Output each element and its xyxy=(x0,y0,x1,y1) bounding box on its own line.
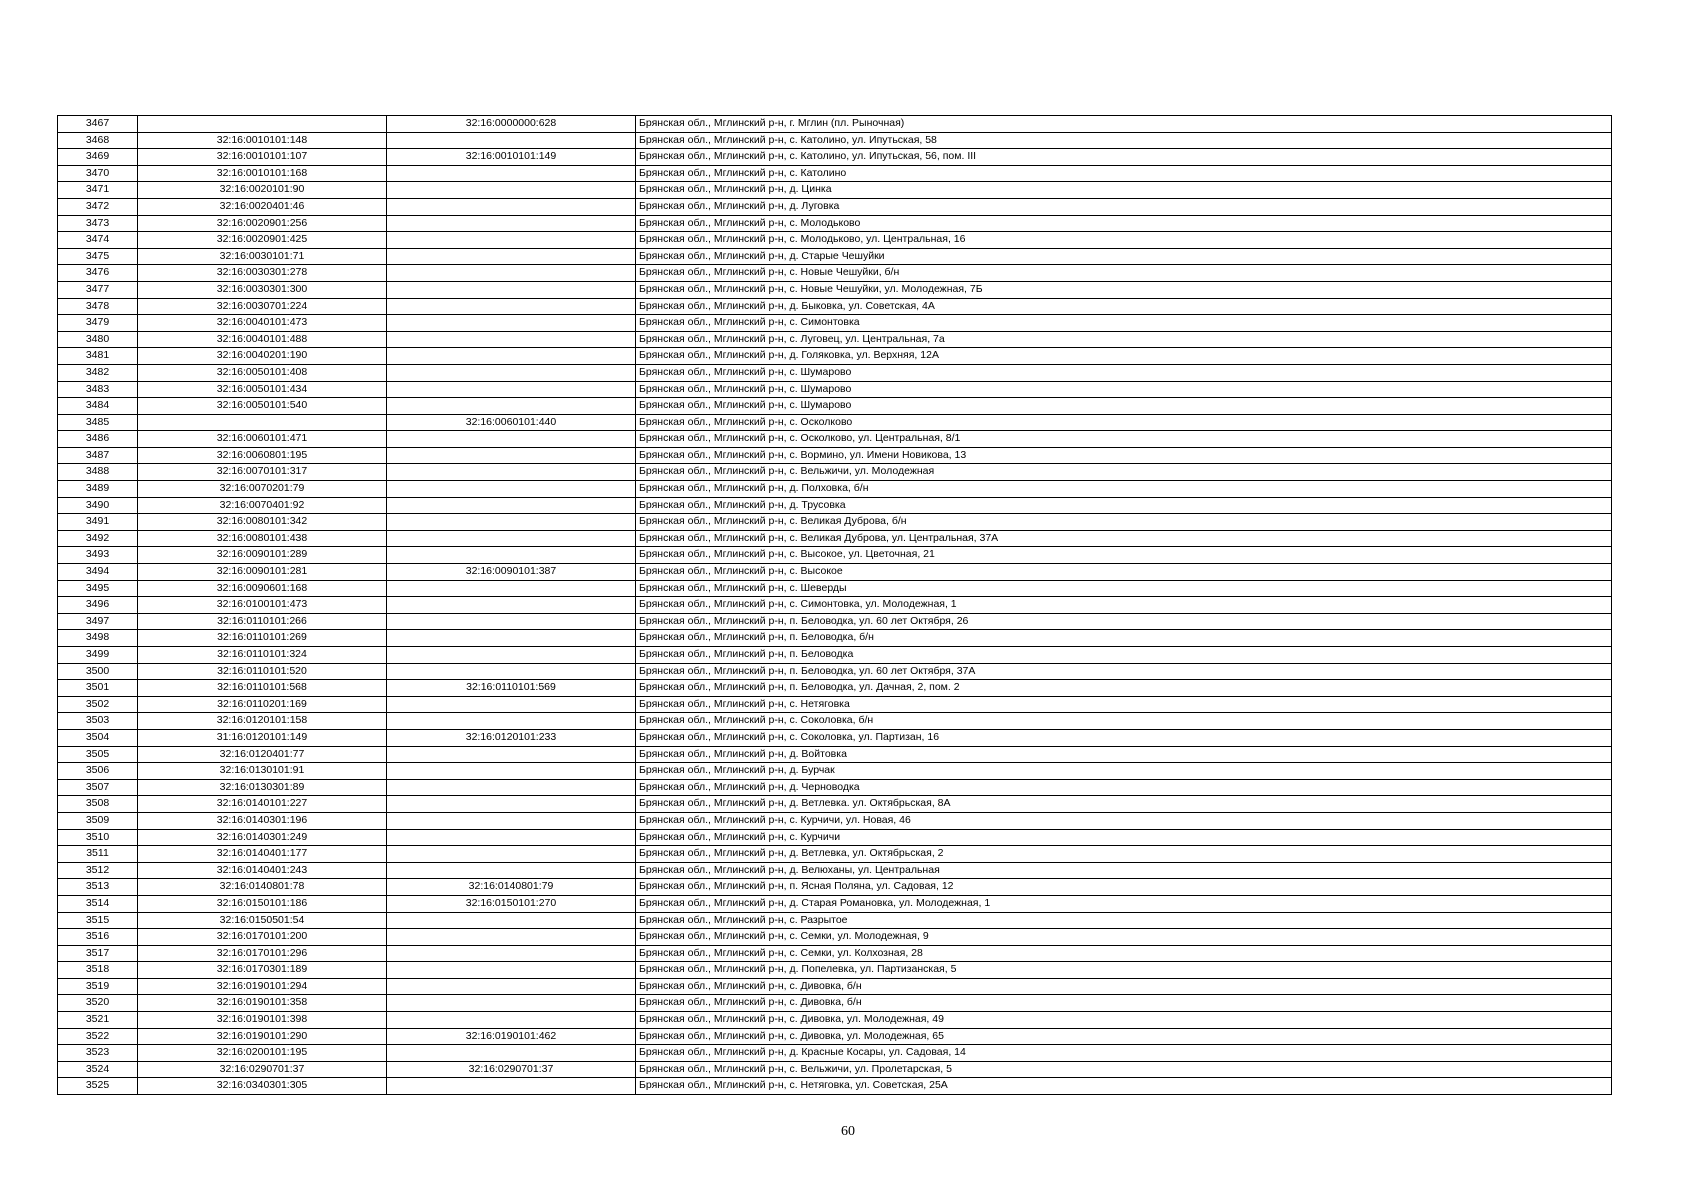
table-row xyxy=(58,447,1612,464)
cadastral-number-1-cell: 32:16:0110101:269 xyxy=(138,630,387,647)
address-cell: Брянская обл., Мглинский р-н, с. Высокое, ул. Цветочная, 21 xyxy=(636,547,1612,564)
cadastral-number-1-cell: 32:16:0290701:37 xyxy=(138,1061,387,1078)
table-row xyxy=(58,995,1612,1012)
cadastral-number-2-cell xyxy=(387,281,636,298)
address-cell: Брянская обл., Мглинский р-н, д. Черноводка xyxy=(636,779,1612,796)
cadastral-number-2-cell xyxy=(387,364,636,381)
table-row xyxy=(58,116,1612,133)
cadastral-number-2-cell: 32:16:0140801:79 xyxy=(387,879,636,896)
table-row xyxy=(58,713,1612,730)
cadastral-number-1-cell: 32:16:0100101:473 xyxy=(138,597,387,614)
table-row xyxy=(58,680,1612,697)
cadastral-number-1-cell: 32:16:0030301:300 xyxy=(138,281,387,298)
cadastral-number-2-cell xyxy=(387,945,636,962)
row-number-cell: 3493 xyxy=(58,547,138,564)
row-number-cell: 3507 xyxy=(58,779,138,796)
address-cell: Брянская обл., Мглинский р-н, с. Шумарово xyxy=(636,381,1612,398)
table-row xyxy=(58,962,1612,979)
table-row xyxy=(58,198,1612,215)
cadastral-number-2-cell xyxy=(387,630,636,647)
cadastral-number-1-cell: 32:16:0170101:200 xyxy=(138,929,387,946)
address-cell: Брянская обл., Мглинский р-н, с. Новые Чешуйки, ул. Молодежная, 7Б xyxy=(636,281,1612,298)
cadastral-number-1-cell: 32:16:0050101:540 xyxy=(138,398,387,415)
cadastral-number-1-cell: 32:16:0190101:398 xyxy=(138,1012,387,1029)
cadastral-number-2-cell xyxy=(387,348,636,365)
cadastral-number-2-cell xyxy=(387,248,636,265)
address-cell: Брянская обл., Мглинский р-н, с. Разрытое xyxy=(636,912,1612,929)
cadastral-number-2-cell xyxy=(387,746,636,763)
address-cell: Брянская обл., Мглинский р-н, д. Ветлевка, ул. Октябрьская, 2 xyxy=(636,846,1612,863)
table-row xyxy=(58,696,1612,713)
row-number-cell: 3508 xyxy=(58,796,138,813)
cadastral-number-2-cell xyxy=(387,647,636,664)
row-number-cell: 3512 xyxy=(58,862,138,879)
address-cell: Брянская обл., Мглинский р-н, с. Луговец, ул. Центральная, 7а xyxy=(636,331,1612,348)
table-row xyxy=(58,1012,1612,1029)
cadastral-number-2-cell xyxy=(387,481,636,498)
cadastral-number-1-cell: 32:16:0010101:107 xyxy=(138,149,387,166)
cadastral-number-2-cell xyxy=(387,663,636,680)
cadastral-number-2-cell: 32:16:0110101:569 xyxy=(387,680,636,697)
table-row xyxy=(58,779,1612,796)
address-cell: Брянская обл., Мглинский р-н, с. Шумарово xyxy=(636,398,1612,415)
cadastral-number-2-cell xyxy=(387,613,636,630)
table-row xyxy=(58,165,1612,182)
row-number-cell: 3480 xyxy=(58,331,138,348)
cadastral-number-1-cell: 32:16:0150501:54 xyxy=(138,912,387,929)
address-cell: Брянская обл., Мглинский р-н, с. Дивовка, б/н xyxy=(636,978,1612,995)
table-row xyxy=(58,729,1612,746)
cadastral-number-2-cell xyxy=(387,447,636,464)
cadastral-number-1-cell: 32:16:0030301:278 xyxy=(138,265,387,282)
cadastral-number-1-cell: 31:16:0120101:149 xyxy=(138,729,387,746)
cadastral-number-1-cell: 32:16:0010101:168 xyxy=(138,165,387,182)
registry-table xyxy=(57,115,1612,1095)
address-cell: Брянская обл., Мглинский р-н, с. Вельжичи, ул. Молодежная xyxy=(636,464,1612,481)
table-row xyxy=(58,381,1612,398)
row-number-cell: 3489 xyxy=(58,481,138,498)
address-cell: Брянская обл., Мглинский р-н, д. Красные Косары, ул. Садовая, 14 xyxy=(636,1045,1612,1062)
row-number-cell: 3520 xyxy=(58,995,138,1012)
address-cell: Брянская обл., Мглинский р-н, с. Великая Дуброва, ул. Центральная, 37А xyxy=(636,530,1612,547)
cadastral-number-2-cell xyxy=(387,547,636,564)
cadastral-number-1-cell: 32:16:0170101:296 xyxy=(138,945,387,962)
table-row xyxy=(58,1045,1612,1062)
cadastral-number-2-cell xyxy=(387,381,636,398)
cadastral-number-1-cell: 32:16:0140301:249 xyxy=(138,829,387,846)
cadastral-number-2-cell xyxy=(387,232,636,249)
table-row xyxy=(58,879,1612,896)
address-cell: Брянская обл., Мглинский р-н, с. Соколовка, ул. Партизан, 16 xyxy=(636,729,1612,746)
row-number-cell: 3474 xyxy=(58,232,138,249)
cadastral-number-2-cell: 32:16:0060101:440 xyxy=(387,414,636,431)
address-cell: Брянская обл., Мглинский р-н, с. Семки, ул. Колхозная, 28 xyxy=(636,945,1612,962)
row-number-cell: 3488 xyxy=(58,464,138,481)
cadastral-number-1-cell: 32:16:0190101:290 xyxy=(138,1028,387,1045)
row-number-cell: 3525 xyxy=(58,1078,138,1095)
cadastral-number-2-cell xyxy=(387,331,636,348)
table-row xyxy=(58,630,1612,647)
address-cell: Брянская обл., Мглинский р-н, п. Беловодка, ул. 60 лет Октября, 26 xyxy=(636,613,1612,630)
cadastral-number-1-cell: 32:16:0030101:71 xyxy=(138,248,387,265)
cadastral-number-1-cell: 32:16:0090101:289 xyxy=(138,547,387,564)
cadastral-number-2-cell xyxy=(387,713,636,730)
address-cell: Брянская обл., Мглинский р-н, с. Симонтовка, ул. Молодежная, 1 xyxy=(636,597,1612,614)
cadastral-number-2-cell xyxy=(387,464,636,481)
cadastral-number-1-cell: 32:16:0130101:91 xyxy=(138,763,387,780)
cadastral-number-2-cell xyxy=(387,1078,636,1095)
address-cell: Брянская обл., Мглинский р-н, с. Симонтовка xyxy=(636,315,1612,332)
row-number-cell: 3490 xyxy=(58,497,138,514)
address-cell: Брянская обл., Мглинский р-н, д. Цинка xyxy=(636,182,1612,199)
cadastral-number-2-cell: 32:16:0150101:270 xyxy=(387,895,636,912)
row-number-cell: 3523 xyxy=(58,1045,138,1062)
cadastral-number-2-cell xyxy=(387,796,636,813)
cadastral-number-1-cell: 32:16:0050101:408 xyxy=(138,364,387,381)
table-row xyxy=(58,812,1612,829)
cadastral-number-2-cell xyxy=(387,431,636,448)
address-cell: Брянская обл., Мглинский р-н, с. Высокое xyxy=(636,564,1612,581)
cadastral-number-2-cell xyxy=(387,862,636,879)
table-row xyxy=(58,281,1612,298)
address-cell: Брянская обл., Мглинский р-н, д. Старые Чешуйки xyxy=(636,248,1612,265)
row-number-cell: 3477 xyxy=(58,281,138,298)
table-row xyxy=(58,862,1612,879)
cadastral-number-1-cell: 32:16:0040101:488 xyxy=(138,331,387,348)
address-cell: Брянская обл., Мглинский р-н, с. Нетяговка xyxy=(636,696,1612,713)
cadastral-number-1-cell xyxy=(138,116,387,133)
cadastral-number-1-cell: 32:16:0140301:196 xyxy=(138,812,387,829)
cadastral-number-1-cell: 32:16:0120101:158 xyxy=(138,713,387,730)
address-cell: Брянская обл., Мглинский р-н, д. Трусовка xyxy=(636,497,1612,514)
cadastral-number-1-cell: 32:16:0200101:195 xyxy=(138,1045,387,1062)
cadastral-number-2-cell: 32:16:0000000:628 xyxy=(387,116,636,133)
address-cell: Брянская обл., Мглинский р-н, с. Католино xyxy=(636,165,1612,182)
row-number-cell: 3469 xyxy=(58,149,138,166)
address-cell: Брянская обл., Мглинский р-н, д. Велюханы, ул. Центральная xyxy=(636,862,1612,879)
table-row xyxy=(58,796,1612,813)
address-cell: Брянская обл., Мглинский р-н, п. Беловодка, ул. 60 лет Октября, 37А xyxy=(636,663,1612,680)
cadastral-number-1-cell: 32:16:0130301:89 xyxy=(138,779,387,796)
address-cell: Брянская обл., Мглинский р-н, с. Великая Дуброва, б/н xyxy=(636,514,1612,531)
cadastral-number-2-cell: 32:16:0010101:149 xyxy=(387,149,636,166)
address-cell: Брянская обл., Мглинский р-н, п. Ясная Поляна, ул. Садовая, 12 xyxy=(636,879,1612,896)
table-row xyxy=(58,530,1612,547)
cadastral-number-2-cell xyxy=(387,182,636,199)
table-row xyxy=(58,663,1612,680)
cadastral-number-1-cell: 32:16:0110101:324 xyxy=(138,647,387,664)
row-number-cell: 3481 xyxy=(58,348,138,365)
cadastral-number-2-cell xyxy=(387,315,636,332)
table-row xyxy=(58,1078,1612,1095)
address-cell: Брянская обл., Мглинский р-н, д. Быковка, ул. Советская, 4А xyxy=(636,298,1612,315)
cadastral-number-2-cell xyxy=(387,962,636,979)
row-number-cell: 3498 xyxy=(58,630,138,647)
table-row xyxy=(58,348,1612,365)
row-number-cell: 3478 xyxy=(58,298,138,315)
address-cell: Брянская обл., Мглинский р-н, д. Полховка, б/н xyxy=(636,481,1612,498)
row-number-cell: 3499 xyxy=(58,647,138,664)
address-cell: Брянская обл., Мглинский р-н, с. Молодьково xyxy=(636,215,1612,232)
cadastral-number-2-cell xyxy=(387,132,636,149)
table-row xyxy=(58,978,1612,995)
row-number-cell: 3482 xyxy=(58,364,138,381)
row-number-cell: 3503 xyxy=(58,713,138,730)
row-number-cell: 3506 xyxy=(58,763,138,780)
cadastral-number-2-cell xyxy=(387,198,636,215)
address-cell: Брянская обл., Мглинский р-н, д. Старая Романовка, ул. Молодежная, 1 xyxy=(636,895,1612,912)
row-number-cell: 3475 xyxy=(58,248,138,265)
address-cell: Брянская обл., Мглинский р-н, с. Нетяговка, ул. Советская, 25А xyxy=(636,1078,1612,1095)
cadastral-number-1-cell: 32:16:0120401:77 xyxy=(138,746,387,763)
cadastral-number-1-cell: 32:16:0070201:79 xyxy=(138,481,387,498)
address-cell: Брянская обл., Мглинский р-н, д. Ветлевка. ул. Октябрьская, 8А xyxy=(636,796,1612,813)
cadastral-number-2-cell: 32:16:0290701:37 xyxy=(387,1061,636,1078)
row-number-cell: 3504 xyxy=(58,729,138,746)
address-cell: Брянская обл., Мглинский р-н, с. Новые Чешуйки, б/н xyxy=(636,265,1612,282)
row-number-cell: 3491 xyxy=(58,514,138,531)
cadastral-number-1-cell: 32:16:0140401:177 xyxy=(138,846,387,863)
cadastral-number-2-cell xyxy=(387,165,636,182)
cadastral-number-1-cell: 32:16:0060801:195 xyxy=(138,447,387,464)
table-row xyxy=(58,182,1612,199)
row-number-cell: 3510 xyxy=(58,829,138,846)
cadastral-number-2-cell xyxy=(387,497,636,514)
row-number-cell: 3522 xyxy=(58,1028,138,1045)
row-number-cell: 3473 xyxy=(58,215,138,232)
cadastral-number-2-cell xyxy=(387,597,636,614)
row-number-cell: 3509 xyxy=(58,812,138,829)
address-cell: Брянская обл., Мглинский р-н, с. Соколовка, б/н xyxy=(636,713,1612,730)
cadastral-number-1-cell: 32:16:0170301:189 xyxy=(138,962,387,979)
cadastral-number-1-cell: 32:16:0190101:358 xyxy=(138,995,387,1012)
cadastral-number-1-cell: 32:16:0040101:473 xyxy=(138,315,387,332)
cadastral-number-1-cell: 32:16:0080101:438 xyxy=(138,530,387,547)
address-cell: Брянская обл., Мглинский р-н, с. Дивовка, ул. Молодежная, 49 xyxy=(636,1012,1612,1029)
row-number-cell: 3496 xyxy=(58,597,138,614)
address-cell: Брянская обл., Мглинский р-н, с. Вельжичи, ул. Пролетарская, 5 xyxy=(636,1061,1612,1078)
cadastral-number-1-cell: 32:16:0020901:425 xyxy=(138,232,387,249)
cadastral-number-2-cell xyxy=(387,846,636,863)
cadastral-number-1-cell: 32:16:0070401:92 xyxy=(138,497,387,514)
table-row xyxy=(58,331,1612,348)
row-number-cell: 3505 xyxy=(58,746,138,763)
cadastral-number-1-cell: 32:16:0020401:46 xyxy=(138,198,387,215)
address-cell: Брянская обл., Мглинский р-н, д. Войтовка xyxy=(636,746,1612,763)
row-number-cell: 3479 xyxy=(58,315,138,332)
table-row xyxy=(58,149,1612,166)
table-row xyxy=(58,564,1612,581)
row-number-cell: 3484 xyxy=(58,398,138,415)
table-row xyxy=(58,431,1612,448)
address-cell: Брянская обл., Мглинский р-н, с. Шумарово xyxy=(636,364,1612,381)
cadastral-number-1-cell: 32:16:0090101:281 xyxy=(138,564,387,581)
table-row xyxy=(58,414,1612,431)
row-number-cell: 3495 xyxy=(58,580,138,597)
cadastral-number-1-cell: 32:16:0080101:342 xyxy=(138,514,387,531)
table-row xyxy=(58,945,1612,962)
table-row xyxy=(58,265,1612,282)
table-row xyxy=(58,763,1612,780)
cadastral-number-1-cell: 32:16:0140401:243 xyxy=(138,862,387,879)
address-cell: Брянская обл., Мглинский р-н, с. Осколково, ул. Центральная, 8/1 xyxy=(636,431,1612,448)
row-number-cell: 3502 xyxy=(58,696,138,713)
row-number-cell: 3485 xyxy=(58,414,138,431)
row-number-cell: 3486 xyxy=(58,431,138,448)
table-row xyxy=(58,929,1612,946)
cadastral-number-2-cell: 32:16:0120101:233 xyxy=(387,729,636,746)
address-cell: Брянская обл., Мглинский р-н, п. Беловодка, б/н xyxy=(636,630,1612,647)
row-number-cell: 3514 xyxy=(58,895,138,912)
row-number-cell: 3500 xyxy=(58,663,138,680)
table-row xyxy=(58,829,1612,846)
table-row xyxy=(58,613,1612,630)
cadastral-number-2-cell xyxy=(387,995,636,1012)
cadastral-number-2-cell: 32:16:0090101:387 xyxy=(387,564,636,581)
address-cell: Брянская обл., Мглинский р-н, с. Молодьково, ул. Центральная, 16 xyxy=(636,232,1612,249)
cadastral-number-1-cell: 32:16:0110201:169 xyxy=(138,696,387,713)
table-row xyxy=(58,514,1612,531)
cadastral-number-2-cell xyxy=(387,215,636,232)
cadastral-number-2-cell xyxy=(387,265,636,282)
row-number-cell: 3521 xyxy=(58,1012,138,1029)
address-cell: Брянская обл., Мглинский р-н, д. Голяковка, ул. Верхняя, 12А xyxy=(636,348,1612,365)
row-number-cell: 3483 xyxy=(58,381,138,398)
cadastral-number-2-cell xyxy=(387,812,636,829)
table-row xyxy=(58,597,1612,614)
row-number-cell: 3497 xyxy=(58,613,138,630)
cadastral-number-1-cell: 32:16:0030701:224 xyxy=(138,298,387,315)
cadastral-number-1-cell: 32:16:0150101:186 xyxy=(138,895,387,912)
cadastral-number-1-cell: 32:16:0140101:227 xyxy=(138,796,387,813)
cadastral-number-2-cell xyxy=(387,1045,636,1062)
address-cell: Брянская обл., Мглинский р-н, с. Осколково xyxy=(636,414,1612,431)
registry-table-body xyxy=(58,116,1612,1095)
cadastral-number-1-cell: 32:16:0040201:190 xyxy=(138,348,387,365)
row-number-cell: 3492 xyxy=(58,530,138,547)
table-row xyxy=(58,481,1612,498)
table-row xyxy=(58,398,1612,415)
address-cell: Брянская обл., Мглинский р-н, д. Луговка xyxy=(636,198,1612,215)
table-row xyxy=(58,895,1612,912)
cadastral-number-2-cell xyxy=(387,530,636,547)
address-cell: Брянская обл., Мглинский р-н, с. Курчичи xyxy=(636,829,1612,846)
row-number-cell: 3515 xyxy=(58,912,138,929)
address-cell: Брянская обл., Мглинский р-н, д. Попелевка, ул. Партизанская, 5 xyxy=(636,962,1612,979)
row-number-cell: 3524 xyxy=(58,1061,138,1078)
cadastral-number-2-cell: 32:16:0190101:462 xyxy=(387,1028,636,1045)
row-number-cell: 3468 xyxy=(58,132,138,149)
row-number-cell: 3517 xyxy=(58,945,138,962)
cadastral-number-1-cell: 32:16:0010101:148 xyxy=(138,132,387,149)
address-cell: Брянская обл., Мглинский р-н, п. Беловодка xyxy=(636,647,1612,664)
table-row xyxy=(58,215,1612,232)
table-row xyxy=(58,1028,1612,1045)
row-number-cell: 3494 xyxy=(58,564,138,581)
table-row xyxy=(58,232,1612,249)
table-row xyxy=(58,464,1612,481)
table-row xyxy=(58,497,1612,514)
cadastral-number-2-cell xyxy=(387,298,636,315)
cadastral-number-2-cell xyxy=(387,829,636,846)
row-number-cell: 3470 xyxy=(58,165,138,182)
cadastral-number-1-cell: 32:16:0050101:434 xyxy=(138,381,387,398)
table-row xyxy=(58,132,1612,149)
table-row xyxy=(58,298,1612,315)
cadastral-number-1-cell: 32:16:0140801:78 xyxy=(138,879,387,896)
cadastral-number-1-cell: 32:16:0110101:266 xyxy=(138,613,387,630)
cadastral-number-2-cell xyxy=(387,580,636,597)
cadastral-number-1-cell: 32:16:0020901:256 xyxy=(138,215,387,232)
cadastral-number-2-cell xyxy=(387,696,636,713)
table-row xyxy=(58,647,1612,664)
table-row xyxy=(58,364,1612,381)
row-number-cell: 3511 xyxy=(58,846,138,863)
table-row xyxy=(58,248,1612,265)
cadastral-number-1-cell: 32:16:0110101:520 xyxy=(138,663,387,680)
row-number-cell: 3471 xyxy=(58,182,138,199)
cadastral-number-2-cell xyxy=(387,398,636,415)
cadastral-number-1-cell: 32:16:0090601:168 xyxy=(138,580,387,597)
table-row xyxy=(58,912,1612,929)
table-row xyxy=(58,580,1612,597)
row-number-cell: 3501 xyxy=(58,680,138,697)
cadastral-number-2-cell xyxy=(387,779,636,796)
cadastral-number-2-cell xyxy=(387,514,636,531)
table-row xyxy=(58,547,1612,564)
cadastral-number-2-cell xyxy=(387,929,636,946)
address-cell: Брянская обл., Мглинский р-н, с. Шеверды xyxy=(636,580,1612,597)
address-cell: Брянская обл., Мглинский р-н, с. Дивовка, б/н xyxy=(636,995,1612,1012)
address-cell: Брянская обл., Мглинский р-н, с. Семки, ул. Молодежная, 9 xyxy=(636,929,1612,946)
page-number: 60 xyxy=(841,1124,855,1139)
address-cell: Брянская обл., Мглинский р-н, с. Дивовка, ул. Молодежная, 65 xyxy=(636,1028,1612,1045)
address-cell: Брянская обл., Мглинский р-н, п. Беловодка, ул. Дачная, 2, пом. 2 xyxy=(636,680,1612,697)
row-number-cell: 3467 xyxy=(58,116,138,133)
cadastral-number-1-cell: 32:16:0070101:317 xyxy=(138,464,387,481)
address-cell: Брянская обл., Мглинский р-н, д. Бурчак xyxy=(636,763,1612,780)
row-number-cell: 3518 xyxy=(58,962,138,979)
address-cell: Брянская обл., Мглинский р-н, с. Вормино, ул. Имени Новикова, 13 xyxy=(636,447,1612,464)
row-number-cell: 3487 xyxy=(58,447,138,464)
cadastral-number-1-cell: 32:16:0190101:294 xyxy=(138,978,387,995)
cadastral-number-1-cell: 32:16:0060101:471 xyxy=(138,431,387,448)
table-row xyxy=(58,315,1612,332)
row-number-cell: 3519 xyxy=(58,978,138,995)
address-cell: Брянская обл., Мглинский р-н, с. Католино, ул. Ипутьская, 56, пом. III xyxy=(636,149,1612,166)
address-cell: Брянская обл., Мглинский р-н, с. Католино, ул. Ипутьская, 58 xyxy=(636,132,1612,149)
cadastral-number-1-cell xyxy=(138,414,387,431)
table-row xyxy=(58,1061,1612,1078)
address-cell: Брянская обл., Мглинский р-н, с. Курчичи, ул. Новая, 46 xyxy=(636,812,1612,829)
table-row xyxy=(58,846,1612,863)
address-cell: Брянская обл., Мглинский р-н, г. Мглин (пл. Рыночная) xyxy=(636,116,1612,133)
cadastral-number-1-cell: 32:16:0020101:90 xyxy=(138,182,387,199)
cadastral-number-2-cell xyxy=(387,912,636,929)
row-number-cell: 3476 xyxy=(58,265,138,282)
row-number-cell: 3516 xyxy=(58,929,138,946)
cadastral-number-1-cell: 32:16:0340301:305 xyxy=(138,1078,387,1095)
cadastral-number-1-cell: 32:16:0110101:568 xyxy=(138,680,387,697)
row-number-cell: 3513 xyxy=(58,879,138,896)
row-number-cell: 3472 xyxy=(58,198,138,215)
cadastral-number-2-cell xyxy=(387,1012,636,1029)
table-row xyxy=(58,746,1612,763)
cadastral-number-2-cell xyxy=(387,763,636,780)
cadastral-number-2-cell xyxy=(387,978,636,995)
